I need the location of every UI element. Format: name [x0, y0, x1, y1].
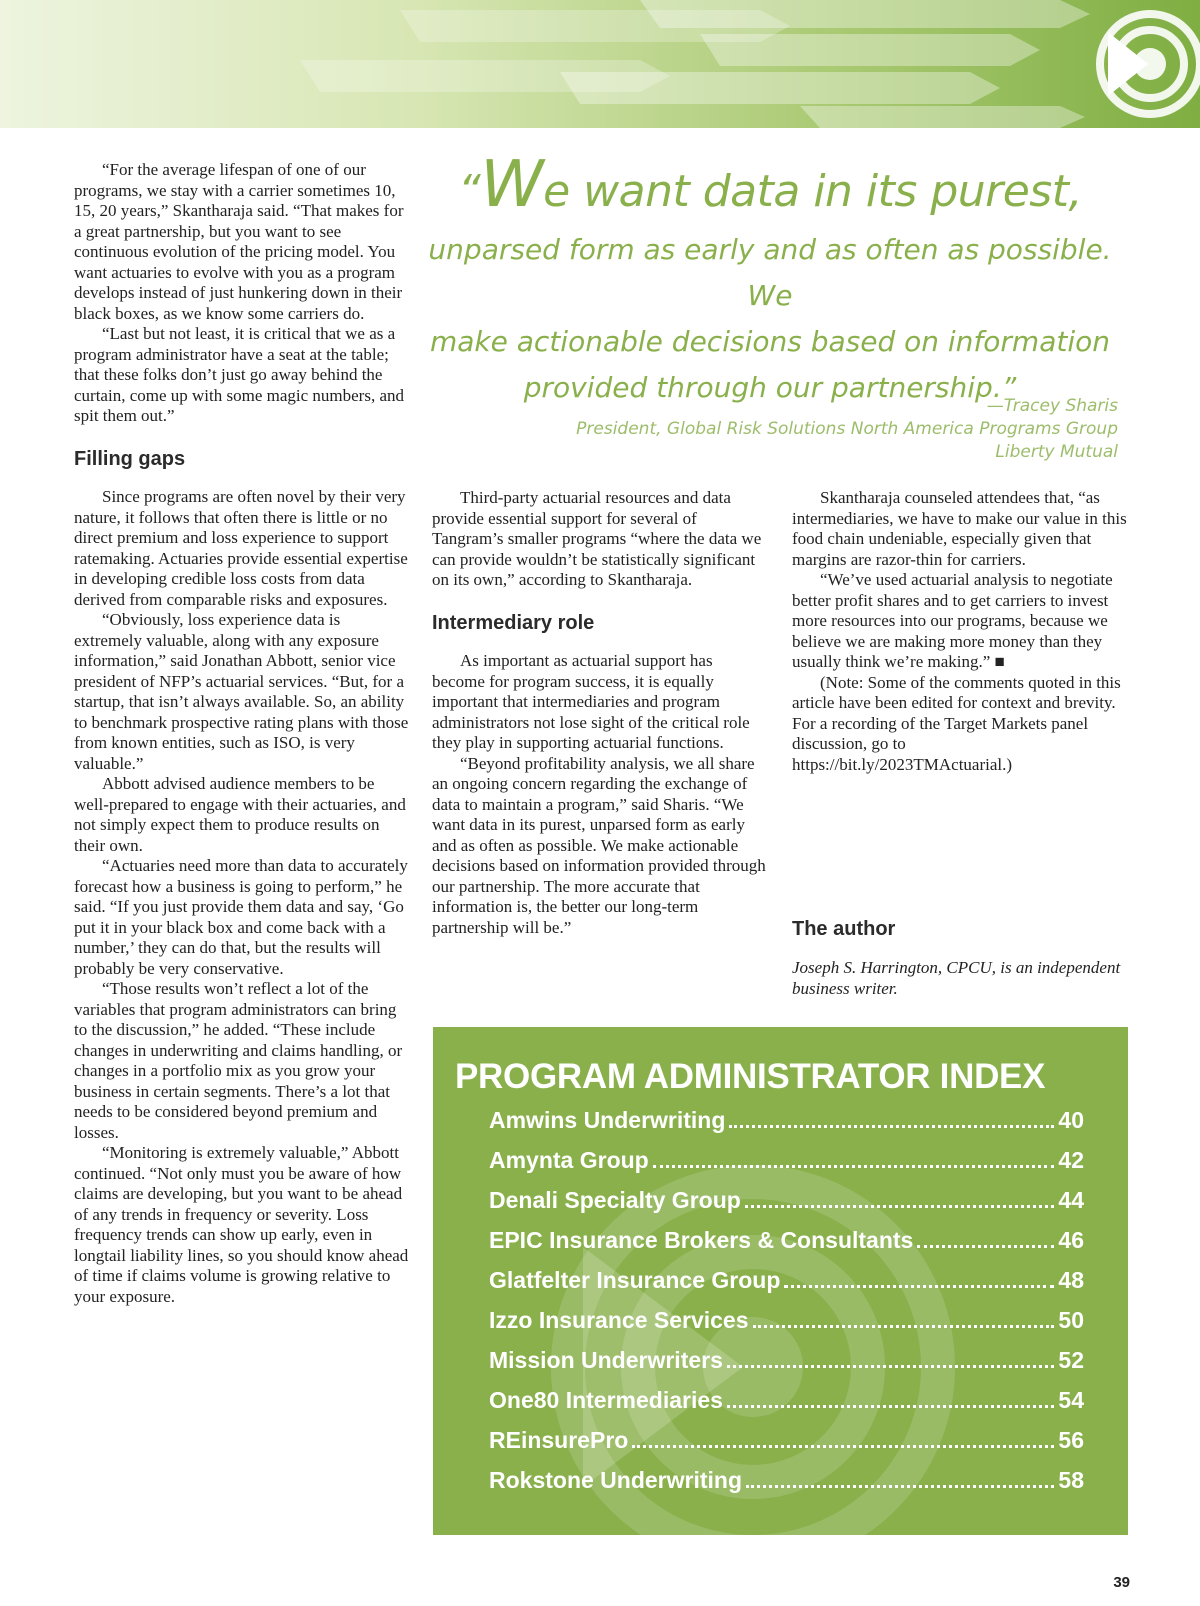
- target-logo-icon: [1090, 0, 1200, 128]
- dot-leader: [745, 1205, 1055, 1208]
- paragraph: “For the average lifespan of one of our programs, we stay with a carrier sometimes 10, 15, 20 years,” Skantharaja said. “That makes for a great partnership, but you want to see continuous evolution of the pricing model. You want actuaries to evolve with you as a program develops instead of just hunkering down in their black boxes, as we know some carriers do.: [74, 160, 404, 323]
- paragraph: Third-party actuarial resources and data provide essential support for several of Tangram’s smaller programs “where the data we can provide wouldn’t be statistically significant on its own,” according to Skantharaja.: [432, 488, 762, 589]
- index-entry-name: Mission Underwriters: [489, 1347, 723, 1373]
- author-heading: The author: [792, 918, 896, 940]
- index-entry-page: 58: [1058, 1467, 1084, 1493]
- index-entry-page: 54: [1058, 1387, 1084, 1413]
- index-entry-page: 52: [1058, 1347, 1084, 1373]
- index-entry-name: Glatfelter Insurance Group: [489, 1267, 781, 1293]
- index-entry[interactable]: [489, 1467, 1084, 1507]
- pull-quote-line-3: make actionable decisions based on information: [430, 325, 1110, 358]
- paragraph: Abbott advised audience members to be well-prepared to engage with their actuaries, and not simply expect them to produce results on their own.: [74, 774, 406, 855]
- paragraph: “Obviously, loss experience data is extremely valuable, along with any exposure information,” said Jonathan Abbott, senior vice president of NFP’s actuarial services. “But, for a startup, that isn’t always available. So, an ability to benchmark prospective rating plans with those from known entities, such as ISO, is very valuable.”: [74, 610, 409, 773]
- index-entry[interactable]: [489, 1387, 1084, 1427]
- dot-leader: [727, 1405, 1054, 1408]
- index-entry-page: 42: [1058, 1147, 1084, 1173]
- dot-leader: [784, 1285, 1054, 1288]
- dot-leader: [729, 1125, 1054, 1128]
- article-column-3: [792, 488, 1128, 775]
- index-entry[interactable]: [489, 1107, 1084, 1147]
- header-banner: [0, 0, 1200, 128]
- index-entry-page: 48: [1058, 1267, 1084, 1293]
- dot-leader: [727, 1365, 1055, 1368]
- section-heading-filling-gaps: Filling gaps: [74, 447, 186, 470]
- index-entry-name: EPIC Insurance Brokers & Consultants: [489, 1227, 914, 1253]
- paragraph: (Note: Some of the comments quoted in this article have been edited for context and brevity. For a recording of the Target Markets panel discussion, go to https://bit.ly/2023TMActuarial.): [792, 672, 1121, 774]
- index-entry-name: REinsurePro: [489, 1427, 629, 1453]
- author-bio: Joseph S. Harrington, CPCU, is an independent business writer.: [792, 958, 1121, 998]
- paragraph: As important as actuarial support has become for program success, it is equally important that intermediaries and program administrators not lose sight of the critical role they play in supporting actuarial functions.: [432, 651, 750, 752]
- article-column-1: [74, 160, 410, 1307]
- paragraph: “We’ve used actuarial analysis to negotiate better profit shares and to get carriers to invest more resources into our programs, because we believe we are making more money than they usually think we’re making.” ■: [792, 570, 1113, 671]
- index-entry[interactable]: [489, 1267, 1084, 1307]
- attribution-company: Liberty Mutual: [995, 442, 1118, 462]
- page-number: 39: [1113, 1574, 1130, 1591]
- index-entry-page: 40: [1058, 1107, 1084, 1133]
- paragraph: “Those results won’t reflect a lot of the variables that program administrators can bring to the discussion,” he added. “These include changes in underwriting and claims handling, or changes in a portfolio mix as you grow your business in certain segments. There’s a lot that needs to be considered beyond premium and losses.: [74, 979, 403, 1142]
- index-entry-name: Amynta Group: [489, 1147, 649, 1173]
- index-entry[interactable]: [489, 1227, 1084, 1267]
- index-entry[interactable]: [489, 1187, 1084, 1227]
- pull-quote-attribution: [498, 395, 1118, 464]
- dot-leader: [653, 1165, 1055, 1168]
- index-title: PROGRAM ADMINISTRATOR INDEX: [455, 1057, 1046, 1096]
- index-entry-name: One80 Intermediaries: [489, 1387, 723, 1413]
- index-entry-page: 46: [1058, 1227, 1084, 1253]
- paragraph: “Monitoring is extremely valuable,” Abbott continued. “Not only must you be aware of how claims are developing, but you want to be ahead of any trends in frequency or severity. Loss frequency trends can show up early, even in longtail liability lines, so you should know ahead of time if claims volume is growing relative to your exposure.: [74, 1143, 409, 1306]
- dot-leader: [753, 1325, 1055, 1328]
- pull-quote-line-4: provided through our partnership.”: [523, 371, 1017, 404]
- dot-leader: [917, 1245, 1054, 1248]
- program-administrator-index-box: [433, 1027, 1128, 1535]
- paragraph: “Last but not least, it is critical that we as a program administrator have a seat at the table; that these folks don’t just go away behind the curtain, come up with some magic numbers, and spit them out.”: [74, 324, 404, 425]
- banner-chevrons-graphic: [0, 0, 1200, 128]
- index-entry[interactable]: [489, 1147, 1084, 1187]
- index-entry-name: Rokstone Underwriting: [489, 1467, 743, 1493]
- section-heading-intermediary-role: Intermediary role: [432, 611, 595, 634]
- index-entry-name: Denali Specialty Group: [489, 1187, 741, 1213]
- index-entry[interactable]: [489, 1427, 1084, 1467]
- pull-quote: [420, 150, 1120, 411]
- pull-quote-line-2: unparsed form as early and as often as possible. We: [428, 233, 1112, 312]
- attribution-name: —Tracey Sharis: [986, 396, 1118, 416]
- index-entry-name: Amwins Underwriting: [489, 1107, 726, 1133]
- paragraph: “Beyond profitability analysis, we all share an ongoing concern regarding the exchange of data to maintain a program,” said Sharis. “We want data in its purest, unparsed form as early and as often as possible. We make actionable decisions based on information provided through our partnership. The more accurate that information is, the better our long-term partnership will be.”: [432, 753, 766, 937]
- index-list: [489, 1107, 1084, 1507]
- pull-quote-line-1: “We want data in its purest,: [458, 148, 1082, 222]
- paragraph: Since programs are often novel by their very nature, it follows that often there is little or no direct premium and loss experience to support ratemaking. Actuaries provide essential expertise in developing credible loss costs from data derived from comparable risks and exposures.: [74, 487, 408, 609]
- article-column-2: [432, 488, 767, 938]
- index-entry-page: 56: [1058, 1427, 1084, 1453]
- paragraph: “Actuaries need more than data to accurately forecast how a business is going to perform,” he said. “If you just provide them data and say, ‘Go put it in your black box and come back with a number,’ they can do that, but the results will probably be very conservative.: [74, 856, 408, 978]
- dot-leader: [746, 1485, 1054, 1488]
- index-entry[interactable]: [489, 1307, 1084, 1347]
- index-entry-name: Izzo Insurance Services: [489, 1307, 749, 1333]
- index-entry[interactable]: [489, 1347, 1084, 1387]
- index-entry-page: 44: [1058, 1187, 1084, 1213]
- paragraph: Skantharaja counseled attendees that, “as intermediaries, we have to make our value in this food chain undeniable, especially given that margins are razor-thin for carriers.: [792, 488, 1127, 569]
- index-entry-page: 50: [1058, 1307, 1084, 1333]
- dot-leader: [632, 1445, 1054, 1448]
- attribution-title: President, Global Risk Solutions North America Programs Group: [576, 419, 1118, 439]
